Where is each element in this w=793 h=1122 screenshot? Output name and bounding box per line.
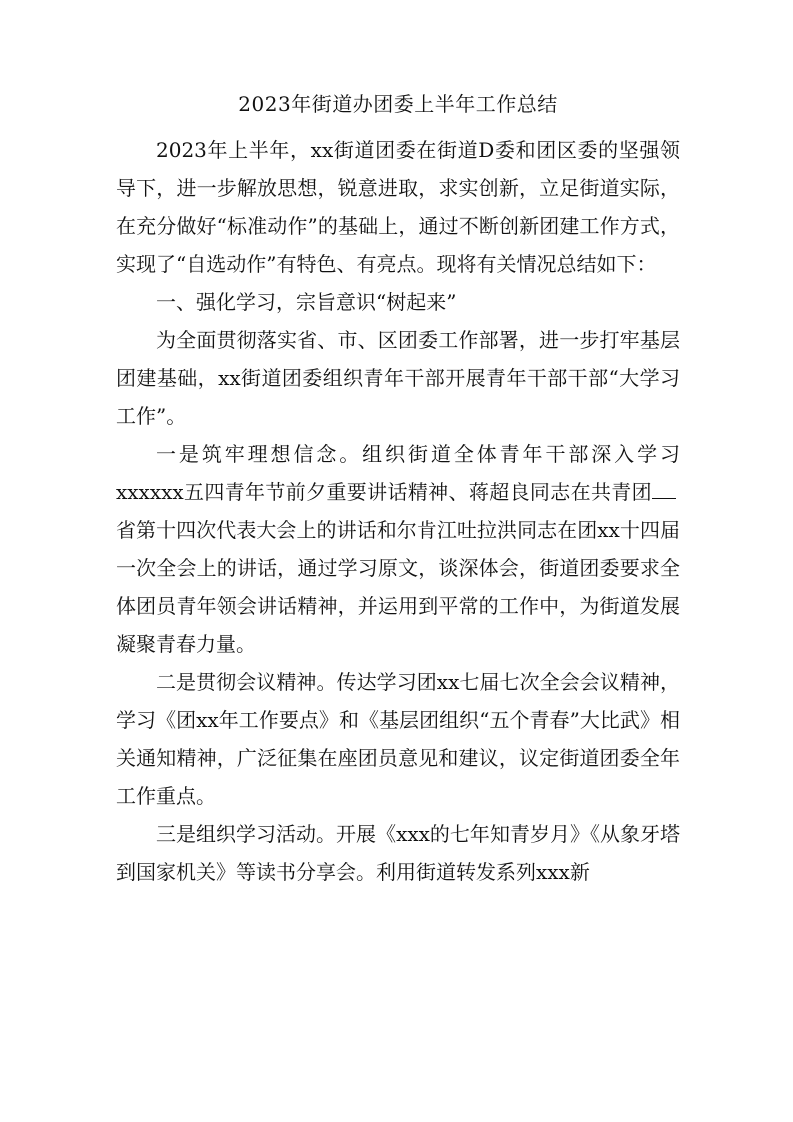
point-one-paragraph xyxy=(116,435,680,663)
document-page xyxy=(116,90,680,891)
point-three-paragraph: 三是组织学习活动。开展《xxx的七年知青岁月》《从象牙塔到国家机关》等读书分享会。利用街道转发系列xxx新 xyxy=(116,822,680,884)
intro-paragraph: 2023年上半年，xx街道团委在街道D委和团区委的坚强领导下，进一步解放思想，锐意进取，求实创新，立足街道实际，在充分做好“标准动作”的基础上，通过不断创新团建工作方式，实现了“自选动作”有特色、有亮点。现将有关情况总结如下： xyxy=(116,138,680,276)
point-one-text-a: 一是筑牢理想信念。组织街道全体青年干部深入学习xxxxxx五四青年节前夕重要讲话精神、蒋超良同志在共青团 xyxy=(116,442,680,504)
point-one-text-b: 省第十四次代表大会上的讲话和尔肯江吐拉洪同志在团xx十四届一次全会上的讲话，通过学习原文，谈深体会，街道团委要求全体团员青年领会讲话精神，并运用到平常的工作中，为街道发展凝聚青春力量。 xyxy=(116,518,680,656)
document-title: 2023年街道办团委上半年工作总结 xyxy=(238,92,558,116)
section-heading: 一、强化学习，宗旨意识“树起来” xyxy=(156,290,457,314)
section-intro-paragraph: 为全面贯彻落实省、市、区团委工作部署，进一步打牢基层团建基础，xx街道团委组织青年干部开展青年干部干部“大学习工作”。 xyxy=(116,328,680,428)
point-two-paragraph: 二是贯彻会议精神。传达学习团xx七届七次全会会议精神，学习《团xx年工作要点》和《基层团组织“五个青春”大比武》相关通知精神，广泛征集在座团员意见和建议，议定街道团委全年工作重点。 xyxy=(116,670,680,808)
blank-underline xyxy=(652,480,676,499)
